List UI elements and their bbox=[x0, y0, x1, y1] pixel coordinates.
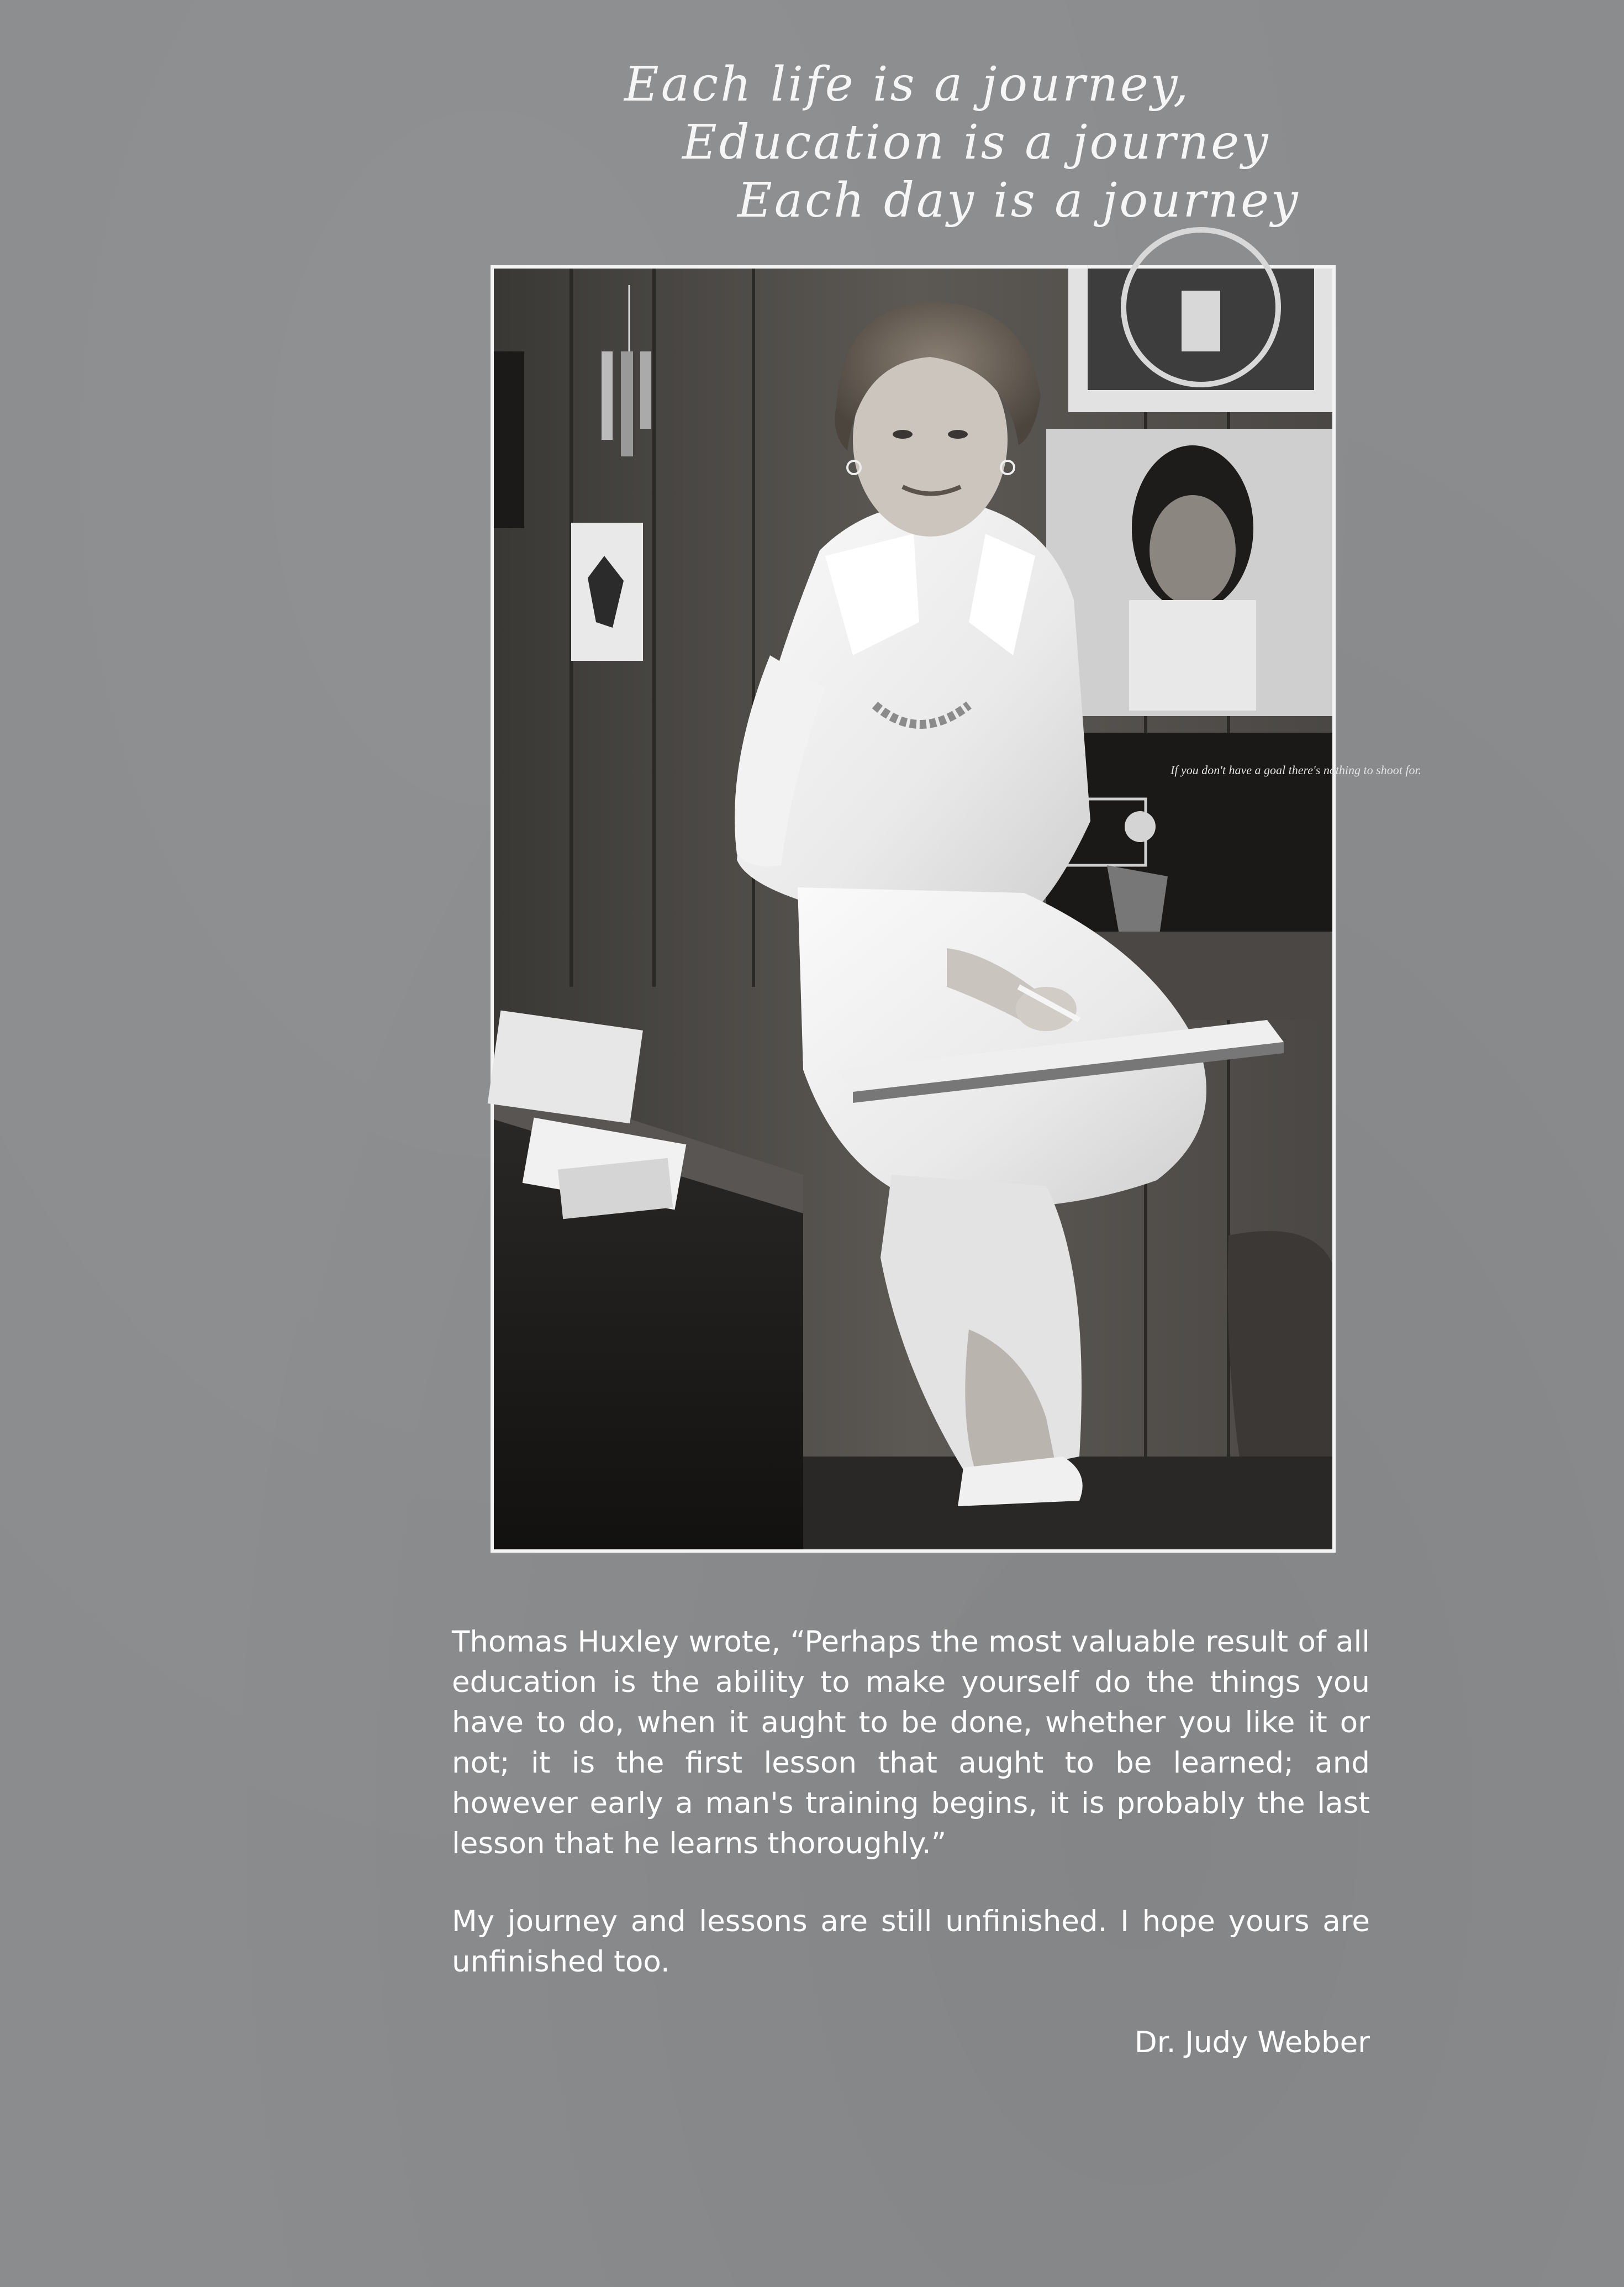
framed-artwork bbox=[1068, 230, 1332, 412]
quote-paragraph: Thomas Huxley wrote, “Perhaps the most valuable result of all education is the ability to make yourself do the things you have to do, when it aught to be done, whether you like it or not; it is the first lesson that aught to be learned; and however early a man's training begins, it is probably the last lesson that he learns thoroughly.” bbox=[452, 1625, 1370, 1860]
body-text bbox=[452, 1622, 1370, 1982]
heading bbox=[0, 0, 1624, 243]
child-painting bbox=[1046, 429, 1332, 716]
heading-line-2: Education is a journey bbox=[682, 115, 1270, 170]
poster-text: If you don't have a goal there's nothing to shoot for. bbox=[1170, 763, 1422, 777]
closing-paragraph: My journey and lessons are still unfinished. I hope yours are unfinished too. bbox=[452, 1905, 1370, 1979]
heading-line-3: Each day is a journey bbox=[737, 173, 1300, 228]
heading-line-1: Each life is a journey, bbox=[624, 57, 1191, 112]
signature: Dr. Judy Webber bbox=[1134, 2026, 1370, 2059]
photo-frame bbox=[491, 265, 1422, 1553]
left-notice bbox=[494, 351, 524, 528]
portrait-photo bbox=[494, 269, 1422, 1549]
